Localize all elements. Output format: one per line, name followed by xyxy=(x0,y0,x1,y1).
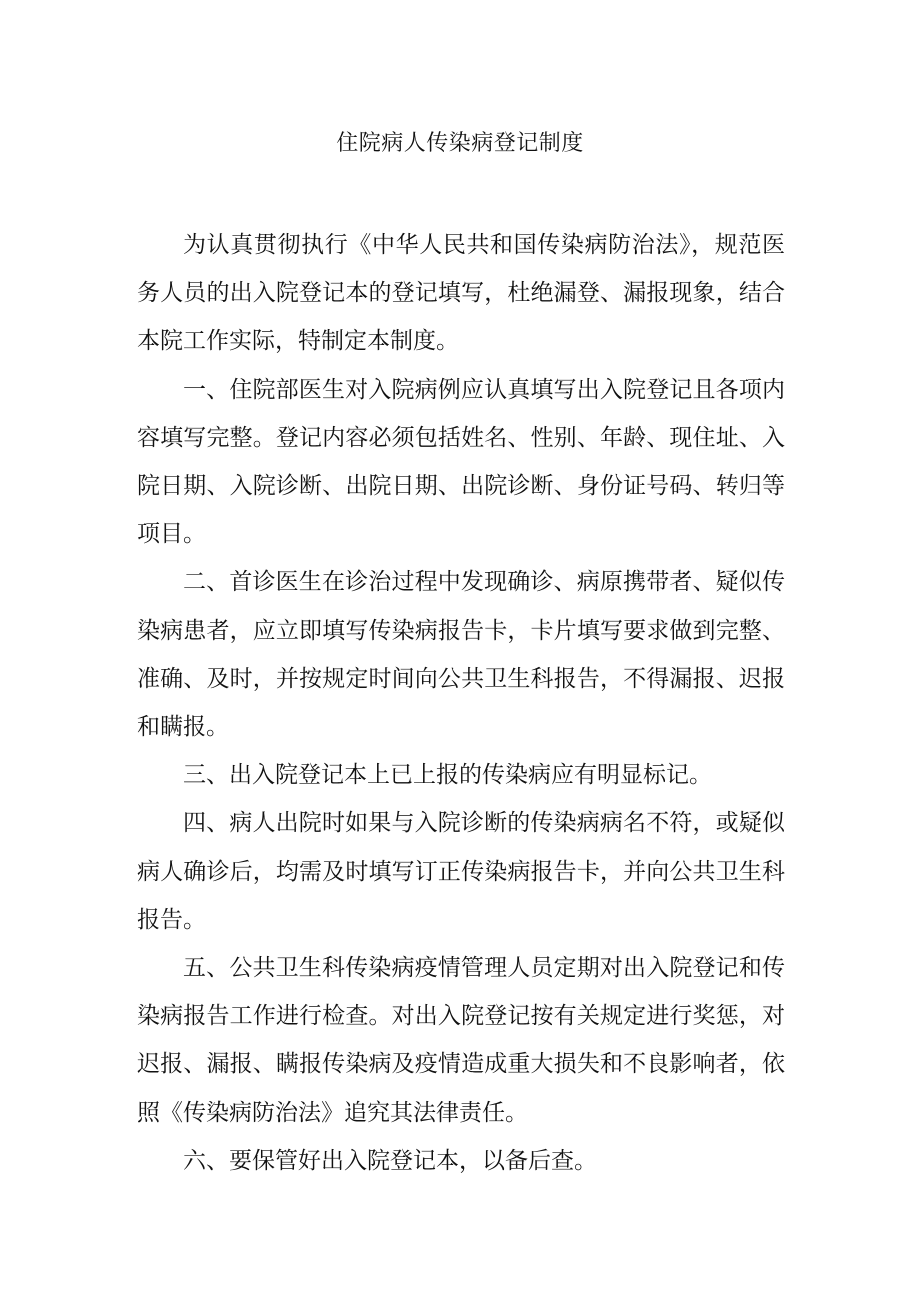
paragraph-rule-1: 一、住院部医生对入院病例应认真填写出入院登记且各项内容填写完整。登记内容必须包括姓名、性别、年龄、现住址、入院日期、入院诊断、出院日期、出院诊断、身份证号码、转归等项目。 xyxy=(137,376,785,548)
paragraph-rule-4: 四、病人出院时如果与入院诊断的传染病病名不符，或疑似病人确诊后，均需及时填写订正传染病报告卡，并向公共卫生科报告。 xyxy=(137,810,785,933)
paragraph-intro: 为认真贯彻执行《中华人民共和国传染病防治法》，规范医务人员的出入院登记本的登记填写，杜绝漏登、漏报现象，结合本院工作实际，特制定本制度。 xyxy=(137,232,785,355)
document-title: 住院病人传染病登记制度 xyxy=(336,131,584,156)
paragraph-rule-2: 二、首诊医生在诊治过程中发现确诊、病原携带者、疑似传染病患者，应立即填写传染病报告卡，卡片填写要求做到完整、准确、及时，并按规定时间向公共卫生科报告，不得漏报、迟报和瞒报。 xyxy=(137,569,785,741)
paragraph-rule-3: 三、出入院登记本上已上报的传染病应有明显标记。 xyxy=(183,762,712,789)
paragraph-rule-5: 五、公共卫生科传染病疫情管理人员定期对出入院登记和传染病报告工作进行检查。对出入院登记按有关规定进行奖惩，对迟报、漏报、瞒报传染病及疫情造成重大损失和不良影响者，依照《传染病防治法》追究其法律责任。 xyxy=(137,955,785,1126)
document-body xyxy=(137,221,785,1185)
paragraph-rule-6: 六、要保管好出入院登记本，以备后查。 xyxy=(183,1147,597,1174)
